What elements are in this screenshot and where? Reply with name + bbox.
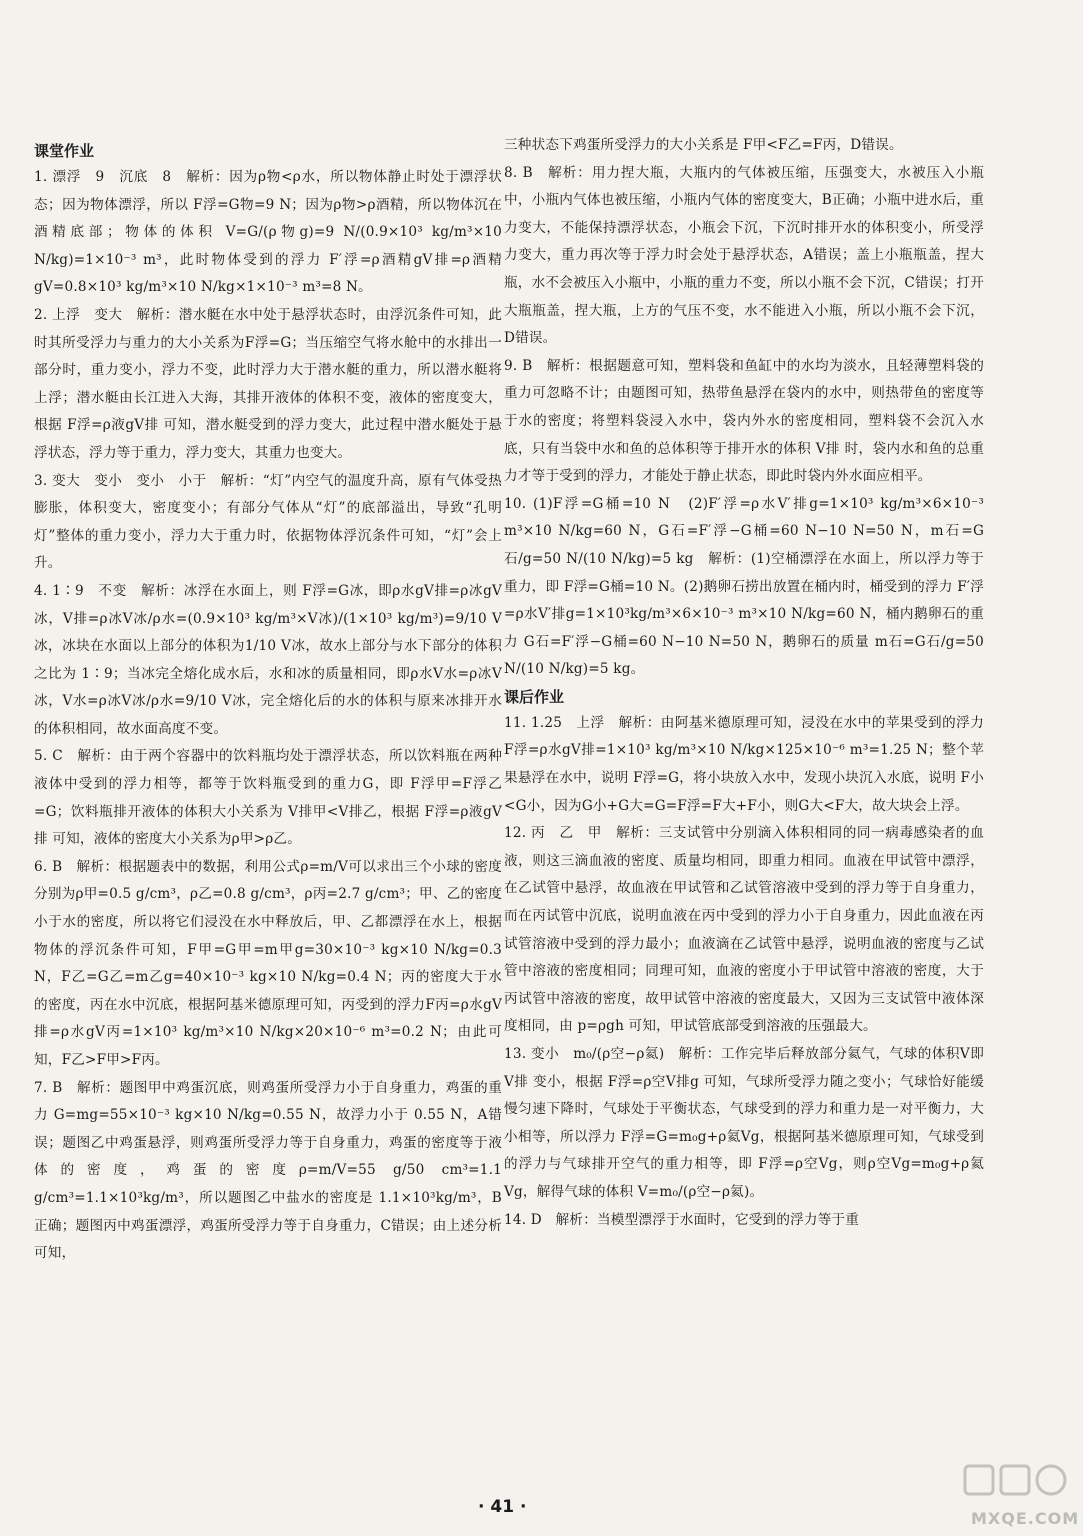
answer-5: 5. C 解析：由于两个容器中的饮料瓶均处于漂浮状态，所以饮料瓶在两种液体中受到的浮力相等，都等于饮料瓶受到的重力G，即 F浮甲=F浮乙=G；饮料瓶排开液体的体积大小关系为 V排甲<V排乙，根据 F浮=ρ液gV排 可知，液体的密度大小关系为ρ甲>ρ乙。 xyxy=(34,748,502,848)
answer-12: 12. 丙 乙 甲 解析：三支试管中分别滴入体积相同的同一病毒感染者的血液，则这三滴血液的密度、质量均相同，即重力相同。血液在甲试管中漂浮，在乙试管中悬浮，故血液在甲试管和乙试管溶液中受到的浮力等于自身重力，而在丙试管中沉底，说明血液在丙中受到的浮力小于自身重力，因此血液在丙试管溶液中受到的浮力最小；血液滴在乙试管中悬浮，说明血液的密度与乙试管中溶液的密度相同；同理可知，血液的密度小于甲试管中溶液的密度，大于丙试管中溶液的密度，故甲试管中溶液的密度最大，又因为三支试管中液体深度相同，由 p=ρgh 可知，甲试管底部受到溶液的压强最大。 xyxy=(504,825,984,1035)
answer-3: 3. 变大 变小 变小 小于 解析：“灯”内空气的温度升高，原有气体受热膨胀，体积变大，密度变小；有部分气体从“灯”的底部溢出，导致“孔明灯”整体的重力变小，浮力大于重力时，依据物体浮沉条件可知，“灯”会上升。 xyxy=(34,472,502,572)
answer-7-continued: 三种状态下鸡蛋所受浮力的大小关系是 F甲<F乙=F丙，D错误。 xyxy=(504,137,903,153)
answer-4: 4. 1∶9 不变 解析：冰浮在水面上，则 F浮=G冰，即ρ水gV排=ρ冰gV冰，V排=ρ冰V冰/ρ水=(0.9×10³ kg/m³×V冰)/(1×10³ kg/m³)=9/10 V冰，冰块在水面以上部分的体积为1/10 V冰，故水上部分与水下部分的体积之比为 1∶9；当冰完全熔化成水后，水和冰的质量相同，即ρ水V水=ρ冰V冰，V水=ρ冰V冰/ρ水=9/10 V冰，完全熔化后的水的体积与原来冰排开水的体积相同，故水面高度不变。 xyxy=(34,582,502,737)
left-column xyxy=(34,138,502,1268)
answer-8: 8. B 解析：用力捏大瓶，大瓶内的气体被压缩，压强变大，水被压入小瓶中，小瓶内气体也被压缩，小瓶内气体的密度变大，B正确；小瓶中进水后，重力变大，不能保持漂浮状态，小瓶会下沉，下沉时排开水的体积变小，所受浮力变大，重力再次等于浮力时会处于悬浮状态，A错误；盖上小瓶瓶盖，捏大瓶，水不会被压入小瓶中，小瓶的重力不变，所以小瓶不会下沉，C错误；打开大瓶瓶盖，捏大瓶，上方的气压不变，水不能进入小瓶，所以小瓶不会下沉，D错误。 xyxy=(504,164,984,347)
answer-9: 9. B 解析：根据题意可知，塑料袋和鱼缸中的水均为淡水，且轻薄塑料袋的重力可忽略不计；由题图可知，热带鱼悬浮在袋内的水中，则热带鱼的密度等于水的密度；将塑料袋浸入水中，袋内外水的密度相同，塑料袋不会沉入水底，只有当袋中水和鱼的总体积等于排开水的体积 V排 时，袋内水和鱼的总重力才等于受到的浮力，才能处于静止状态，即此时袋内外水面应相平。 xyxy=(504,357,984,485)
watermark-logo xyxy=(961,1460,1080,1530)
answer-13: 13. 变小 m₀/(ρ空−ρ氦) 解析：工作完毕后释放部分氦气，气球的体积V即 V排 变小，根据 F浮=ρ空V排g 可知，气球所受浮力随之变小；气球恰好能缓慢匀速下降时，气球处于平衡状态，气球受到的浮力和重力是一对平衡力，大小相等，所以浮力 F浮=G=m₀g+ρ氦Vg，根据阿基米德原理可知，气球受到的浮力与气球排开空气的重力相等，即 F浮=ρ空Vg，则ρ空Vg=m₀g+ρ氦Vg，解得气球的体积 V=m₀/(ρ空−ρ氦)。 xyxy=(504,1046,984,1200)
page-number: · 41 · xyxy=(478,1497,527,1517)
answer-7: 7. B 解析：题图甲中鸡蛋沉底，则鸡蛋所受浮力小于自身重力，鸡蛋的重力 G=mg=55×10⁻³ kg×10 N/kg=0.55 N，故浮力小于 0.55 N，A错误；题图乙中鸡蛋悬浮，则鸡蛋所受浮力等于自身重力，鸡蛋的密度等于液体的密度，鸡蛋的密度ρ=m/V=55 g/50 cm³=1.1 g/cm³=1.1×10³kg/m³，所以题图乙中盐水的密度是 1.1×10³kg/m³，B正确；题图丙中鸡蛋漂浮，鸡蛋所受浮力等于自身重力，C错误；由上述分析可知， xyxy=(34,1079,502,1262)
answer-1: 1. 漂浮 9 沉底 8 解析：因为ρ物<ρ水，所以物体静止时处于漂浮状态；因为物体漂浮，所以 F浮=G物=9 N；因为ρ物>ρ酒精，所以物体沉在酒精底部；物体的体积 V=G/(ρ物g)=9 N/(0.9×10³ kg/m³×10 N/kg)=1×10⁻³ m³，此时物体受到的浮力 F′浮=ρ酒精gV排=ρ酒精gV=0.8×10³ kg/m³×10 N/kg×1×10⁻³ m³=8 N。 xyxy=(34,169,502,296)
watermark-icon xyxy=(961,1460,1071,1508)
watermark-text: MXQE.COM xyxy=(971,1509,1080,1528)
answer-11: 11. 1.25 上浮 解析：由阿基米德原理可知，浸没在水中的苹果受到的浮力 F浮=ρ水gV排=1×10³ kg/m³×10 N/kg×125×10⁻⁶ m³=1.25 N；整个苹果悬浮在水中，说明 F浮=G，将小块放入水中，发现小块沉入水底，说明 F小<G小，因为G小+G大=G=F浮=F大+F小，则G大<F大，故大块会上浮。 xyxy=(504,714,984,814)
answer-14: 14. D 解析：当模型漂浮于水面时，它受到的浮力等于重 xyxy=(504,1211,860,1228)
answer-2: 2. 上浮 变大 解析：潜水艇在水中处于悬浮状态时，由浮沉条件可知，此时其所受浮力与重力的大小关系为F浮=G；当压缩空气将水舱中的水排出一部分时，重力变小，浮力不变，此时浮力大于潜水艇的重力，所以潜水艇将上浮；潜水艇由长江进入大海，其排开液体的体积不变，液体的密度变大，根据 F浮=ρ液gV排 可知，潜水艇受到的浮力变大，此过程中潜水艇处于悬浮状态，浮力等于重力，浮力变大，其重力也变大。 xyxy=(34,306,502,461)
answer-6: 6. B 解析：根据题表中的数据，利用公式ρ=m/V可以求出三个小球的密度分别为ρ甲=0.5 g/cm³，ρ乙=0.8 g/cm³，ρ丙=2.7 g/cm³；甲、乙的密度小于水的密度，所以将它们浸没在水中释放后，甲、乙都漂浮在水上，根据物体的浮沉条件可知，F甲=G甲=m甲g=30×10⁻³ kg×10 N/kg=0.3 N，F乙=G乙=m乙g=40×10⁻³ kg×10 N/kg=0.4 N；丙的密度大于水的密度，丙在水中沉底，根据阿基米德原理可知，丙受到的浮力F丙=ρ水gV排=ρ水gV丙=1×10³ kg/m³×10 N/kg×20×10⁻⁶ m³=0.2 N；由此可知，F乙>F甲>F丙。 xyxy=(34,858,502,1068)
section-title-homework: 课后作业 xyxy=(504,687,565,706)
answer-10: 10. (1)F浮=G桶=10 N (2)F′浮=ρ水V′排g=1×10³ kg/m³×6×10⁻³ m³×10 N/kg=60 N，G石=F′浮−G桶=60 N−10 N=50 N，m石=G石/g=50 N/(10 N/kg)=5 kg 解析：(1)空桶漂浮在水面上，所以浮力等于重力，即 F浮=G桶=10 N。(2)鹅卵石捞出放置在桶内时，桶受到的浮力 F′浮=ρ水V′排g=1×10³kg/m³×6×10⁻³ m³×10 N/kg=60 N，桶内鹅卵石的重力 G石=F′浮−G桶=60 N−10 N=50 N，鹅卵石的质量 m石=G石/g=50 N/(10 N/kg)=5 kg。 xyxy=(504,495,984,678)
right-column xyxy=(504,132,984,1234)
section-title-classwork: 课堂作业 xyxy=(34,142,95,160)
